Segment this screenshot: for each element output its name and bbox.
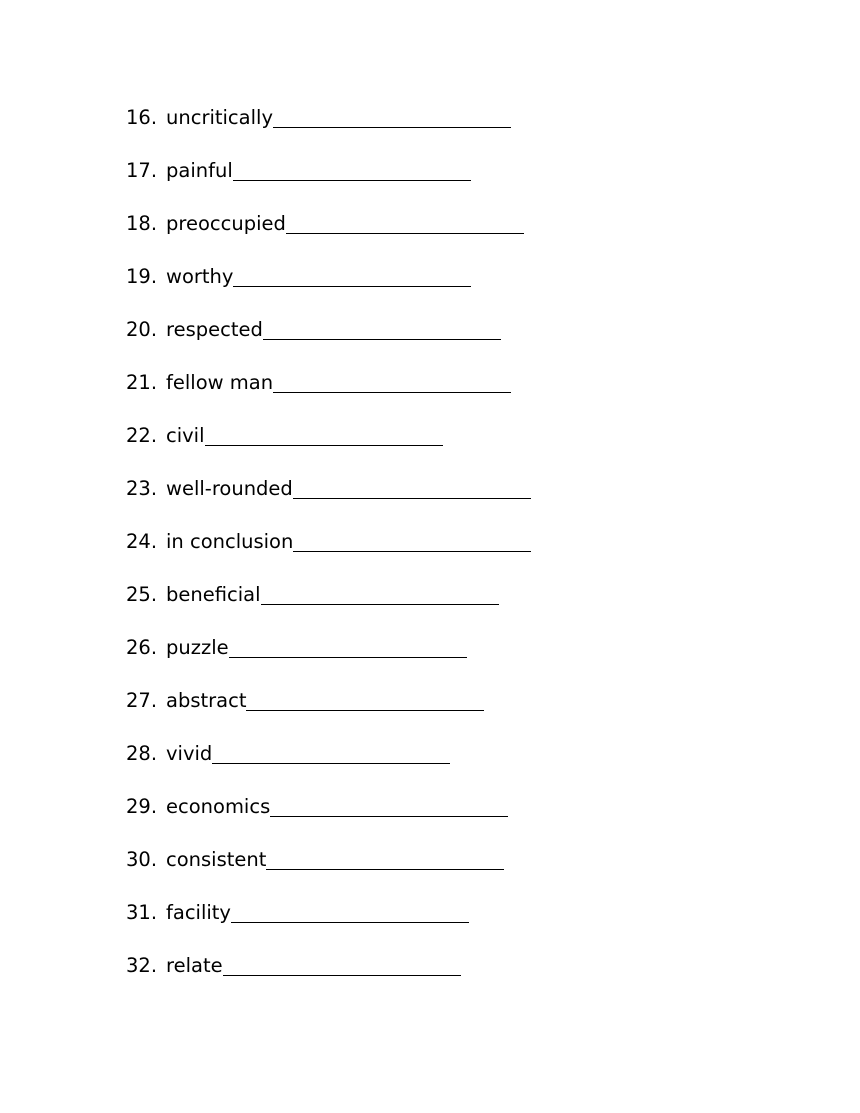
list-item [126,315,531,368]
list-item [126,103,531,156]
item-word: well-rounded [166,477,293,500]
item-number: 23. [126,477,158,500]
item-number: 30. [126,848,158,871]
item-word: uncritically [166,106,273,129]
item-number: 17. [126,159,158,182]
item-word: relate [166,954,223,977]
item-number: 22. [126,424,158,447]
list-item [126,156,531,209]
list-item [126,633,531,686]
item-number: 26. [126,636,158,659]
answer-blank[interactable] [229,633,467,658]
item-word: respected [166,318,263,341]
answer-blank[interactable] [293,474,531,499]
list-item [126,845,531,898]
answer-blank[interactable] [293,527,531,552]
item-word: abstract [166,689,247,712]
list-item [126,527,531,580]
item-word: economics [166,795,271,818]
item-number: 28. [126,742,158,765]
list-item [126,580,531,633]
item-number: 24. [126,530,158,553]
item-word: beneficial [166,583,261,606]
item-number: 20. [126,318,158,341]
answer-blank[interactable] [270,792,508,817]
list-item [126,368,531,421]
item-number: 31. [126,901,158,924]
list-item [126,739,531,792]
item-number: 19. [126,265,158,288]
answer-blank[interactable] [233,156,471,181]
item-word: consistent [166,848,267,871]
list-item [126,262,531,315]
answer-blank[interactable] [233,262,471,287]
answer-blank[interactable] [246,686,484,711]
list-item [126,209,531,262]
answer-blank[interactable] [205,421,443,446]
list-item [126,686,531,739]
answer-blank[interactable] [261,580,499,605]
answer-blank[interactable] [273,368,511,393]
item-number: 32. [126,954,158,977]
item-word: fellow man [166,371,274,394]
item-word: painful [166,159,233,182]
list-item [126,474,531,527]
item-word: worthy [166,265,234,288]
answer-blank[interactable] [223,951,461,976]
item-number: 27. [126,689,158,712]
list-item [126,951,531,1004]
item-word: civil [166,424,205,447]
item-number: 16. [126,106,158,129]
answer-blank[interactable] [286,209,524,234]
list-item [126,792,531,845]
item-word: facility [166,901,231,924]
answer-blank[interactable] [231,898,469,923]
item-word: vivid [166,742,213,765]
list-item [126,421,531,474]
item-number: 18. [126,212,158,235]
answer-blank[interactable] [263,315,501,340]
item-number: 21. [126,371,158,394]
list-item [126,898,531,951]
item-number: 29. [126,795,158,818]
item-word: preoccupied [166,212,286,235]
answer-blank[interactable] [266,845,504,870]
answer-blank[interactable] [212,739,450,764]
answer-blank[interactable] [273,103,511,128]
item-word: puzzle [166,636,229,659]
item-word: in conclusion [166,530,294,553]
vocabulary-list [126,103,531,1004]
item-number: 25. [126,583,158,606]
